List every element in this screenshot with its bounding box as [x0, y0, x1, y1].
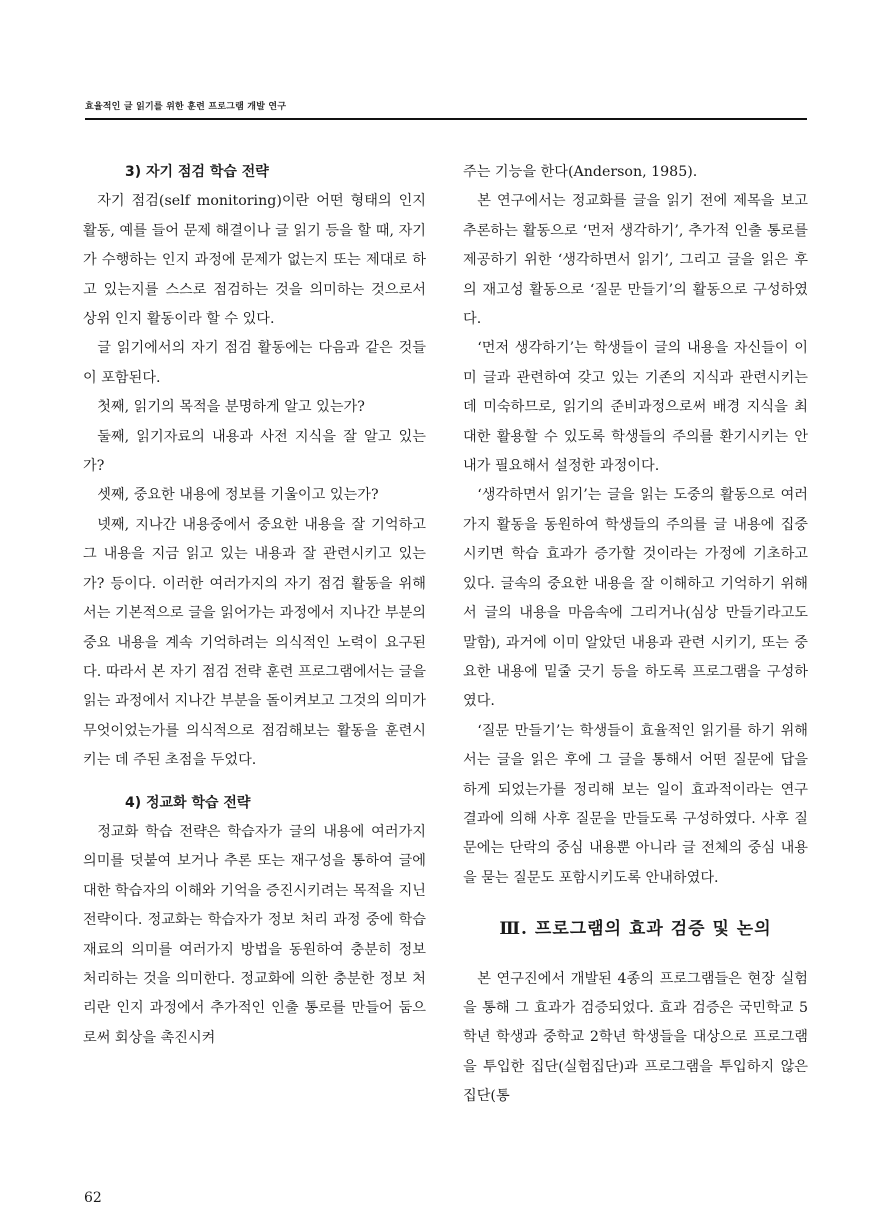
paragraph: 넷째, 지나간 내용중에서 중요한 내용을 잘 기억하고 그 내용을 지금 읽고 있는 내용과 잘 관련시키고 있는가? 등이다. 이러한 여러가지의 자기 점검 활동을 위해서는 기본적으로 글을 읽어가는 과정에서 지나간 부분의 중요 내용을 계속 기억하려는 의식적인 노력이 요구된다. 따라서 본 자기 점검 전략 훈련 프로그램에서는 글을 읽는 과정에서 지나간 부분을 돌이켜보고 그것의 의미가 무엇이었는가를 의식적으로 점검해보는 활동을 훈련시키는 데 주된 초점을 두었다. — [83, 516, 426, 769]
paragraph: 둘째, 읽기자료의 내용과 사전 지식을 잘 알고 있는가? — [83, 428, 426, 475]
section-title: Ⅲ. 프로그램의 효과 검증 및 논의 — [499, 919, 772, 940]
running-header: 효율적인 글 읽기를 위한 훈련 프로그램 개발 연구 — [85, 102, 287, 112]
header-rule — [85, 118, 807, 120]
paragraph: 정교화 학습 전략은 학습자가 글의 내용에 여러가지 의미를 덧붙여 보거나 추론 또는 재구성을 통하여 글에 대한 학습자의 이해와 기억을 증진시키려는 목적을 지닌 전략이다. 정교화는 학습자가 정보 처리 과정 중에 학습 재료의 의미를 여러가지 방법을 동원하여 충분히 정보 처리하는 것을 의미한다. 정교화에 의한 충분한 정보 처리란 인지 과정에서 추가적인 인출 통로를 만들어 둠으로써 회상을 촉진시켜 — [83, 823, 426, 1046]
paragraph: ‘질문 만들기’는 학생들이 효율적인 읽기를 하기 위해서는 글을 읽은 후에 그 글을 통해서 어떤 질문에 답을 하게 되었는가를 정리해 보는 일이 효과적이라는 연구 결과에 의해 사후 질문을 만들도록 구성하였다. 사후 질문에는 단락의 중심 내용뿐 아니라 글 전체의 중심 내용을 묻는 질문도 포함시키도록 안내하였다. — [463, 722, 808, 886]
page-number: 62 — [84, 1190, 102, 1206]
paragraph: 첫째, 읽기의 목적을 분명하게 알고 있는가? — [97, 399, 365, 416]
left-column — [83, 158, 426, 1053]
paragraph: ‘생각하면서 읽기’는 글을 읽는 도중의 활동으로 여러가지 활동을 동원하여 학생들의 주의를 글 내용에 집중시키면 학습 효과가 증가할 것이라는 가정에 기초하고 있다. 글속의 중요한 내용을 잘 이해하고 기억하기 위해서 글의 내용을 마음속에 그리거나(심상 만들기라고도 말함), 과거에 이미 알았던 내용과 관련 시키기, 또는 중요한 내용에 밑줄 긋기 등을 하도록 프로그램을 구성하였다. — [463, 487, 808, 710]
section-heading-4: 4) 정교화 학습 전략 — [125, 794, 251, 811]
paragraph: 주는 기능을 한다(Anderson, 1985). — [463, 164, 698, 180]
spacer — [83, 776, 426, 789]
section-heading-3: 3) 자기 점검 학습 전략 — [125, 164, 269, 180]
paragraph: ‘먼저 생각하기’는 학생들이 글의 내용을 자신들이 이미 글과 관련하여 갖고 있는 기존의 지식과 관련시키는 데 미숙하므로, 읽기의 준비과정으로써 배경 지식을 최대한 활용할 수 있도록 학생들의 주의를 환기시키는 안내가 필요해서 설정한 과정이다. — [463, 340, 808, 475]
paragraph: 본 연구에서는 정교화를 글을 읽기 전에 제목을 보고 추론하는 활동으로 ‘먼저 생각하기’, 추가적 인출 통로를 제공하기 위한 ‘생각하면서 읽기’, 그리고 글을 읽은 후의 재고성 활동으로 ‘질문 만들기’의 활동으로 구성하였다. — [463, 193, 808, 328]
paragraph: 본 연구진에서 개발된 4종의 프로그램들은 현장 실험을 통해 그 효과가 검증되었다. 효과 검증은 국민학교 5학년 학생과 중학교 2학년 학생들을 대상으로 프로그램을 투입한 집단(실험집단)과 프로그램을 투입하지 않은 집단(통 — [463, 970, 808, 1105]
right-column — [463, 158, 808, 1112]
paragraph: 자기 점검(self monitoring)이란 어떤 형태의 인지 활동, 예를 들어 문제 해결이나 글 읽기 등을 할 때, 자기가 수행하는 인지 과정에 문제가 없는지 또는 제대로 하고 있는지를 스스로 점검하는 것을 의미하는 것으로서 상위 인지 활동이라 할 수 있다. — [83, 193, 426, 328]
paragraph: 글 읽기에서의 자기 점검 활동에는 다음과 같은 것들이 포함된다. — [83, 340, 426, 386]
paragraph: 셋째, 중요한 내용에 정보를 기울이고 있는가? — [97, 487, 379, 504]
